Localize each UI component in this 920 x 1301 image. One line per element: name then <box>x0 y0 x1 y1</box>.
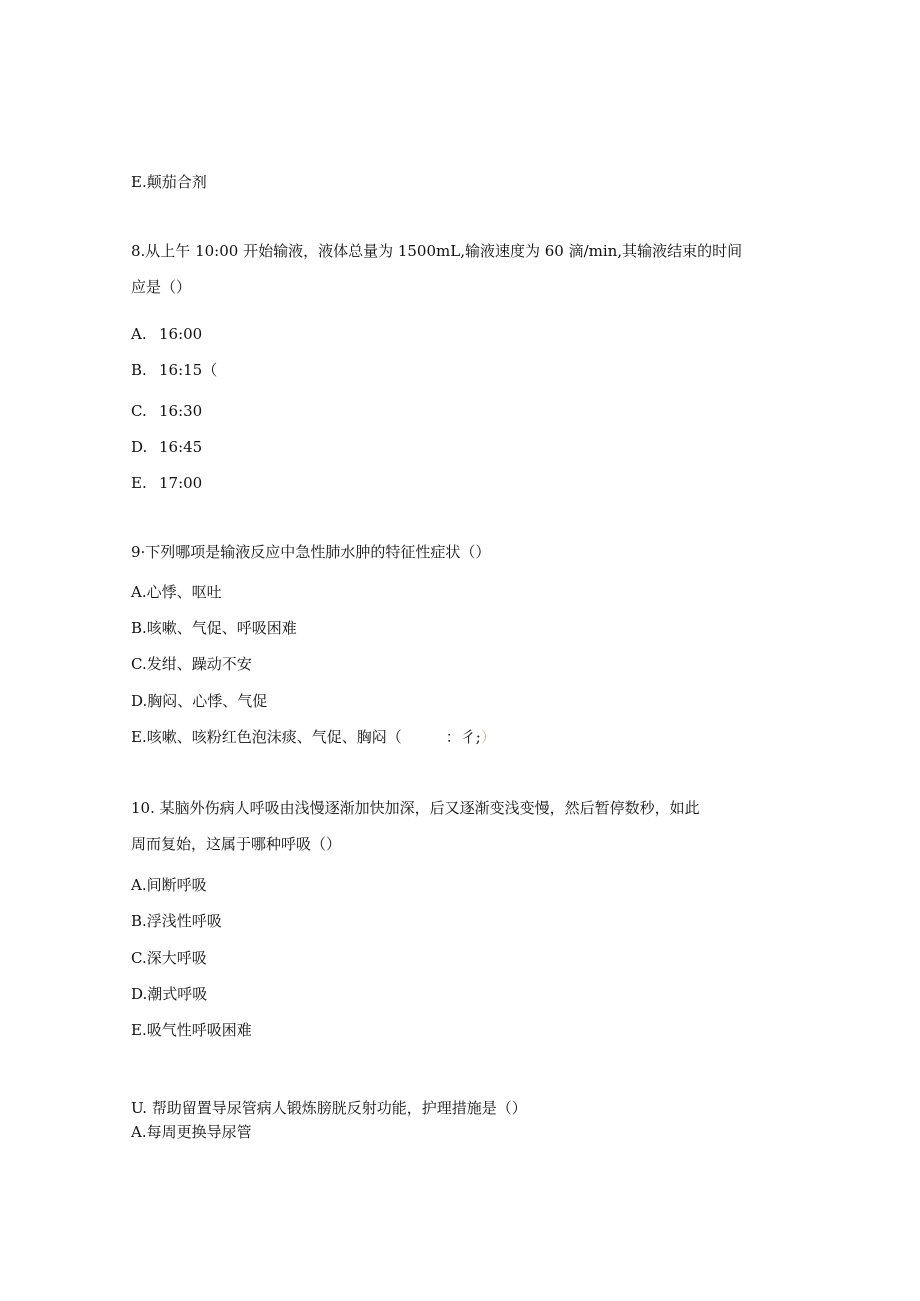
option-text: E.咳嗽、咳粉红色泡沫痰、气促、胸闷（ <box>131 728 402 746</box>
option-letter: B. <box>131 361 147 379</box>
q11-stem: U. 帮助留置导尿管病人锻炼膀胱反射功能，护理措施是（） <box>131 1099 527 1117</box>
q9-option-e <box>131 727 496 747</box>
q8-option-e <box>131 473 202 493</box>
q11-option-a: A.每周更换导尿管 <box>131 1123 252 1141</box>
option-scribble: ：彳; <box>445 728 481 746</box>
q8-option-c <box>131 401 202 421</box>
q10-option-c: C.深大呼吸 <box>131 949 207 967</box>
option-text: 17:00 <box>159 474 203 492</box>
option-text: 16:30 <box>159 402 203 420</box>
q10-stem-line1: 10. 某脑外伤病人呼吸由浅慢逐渐加快加深，后又逐渐变浅变慢，然后暂停数秒，如此 <box>131 799 700 817</box>
q8-option-b <box>131 360 217 380</box>
q10-option-d: D.潮式呼吸 <box>131 985 208 1003</box>
option-text: 16:00 <box>159 325 203 343</box>
q8-option-d <box>131 437 202 457</box>
q9-stem: 9·下列哪项是输液反应中急性肺水肿的特征性症状（） <box>131 543 491 561</box>
q9-option-c: C.发绀、躁动不安 <box>131 655 252 673</box>
q9-option-d: D.胸闷、心悸、气促 <box>131 692 268 710</box>
q10-option-e: E.吸气性呼吸困难 <box>131 1021 252 1039</box>
option-letter: A. <box>131 325 147 343</box>
q8-option-a <box>131 324 202 344</box>
q10-option-a: A.间断呼吸 <box>131 876 207 894</box>
q8-stem-line2: 应是（） <box>131 278 192 296</box>
q8-stem-line1: 8.从上午 10:00 开始输液，液体总量为 1500mL,输液速度为 60 滴/min,其输液结束的时间 <box>131 242 743 260</box>
option-text: 16:45 <box>159 438 203 456</box>
q9-option-a: A.心悸、呕吐 <box>131 583 222 601</box>
option-text: 16:15（ <box>159 361 218 379</box>
option-letter: D. <box>131 438 148 456</box>
option-close-paren: ） <box>480 728 496 746</box>
q9-option-b: B.咳嗽、气促、呼吸困难 <box>131 619 297 637</box>
q10-option-b: B.浮浅性呼吸 <box>131 912 222 930</box>
q7-option-e: E.颠茄合剂 <box>131 173 207 191</box>
q10-stem-line2: 周而复始，这属于哪种呼吸（） <box>131 835 342 853</box>
option-letter: C. <box>131 402 147 420</box>
option-letter: E. <box>131 474 147 492</box>
